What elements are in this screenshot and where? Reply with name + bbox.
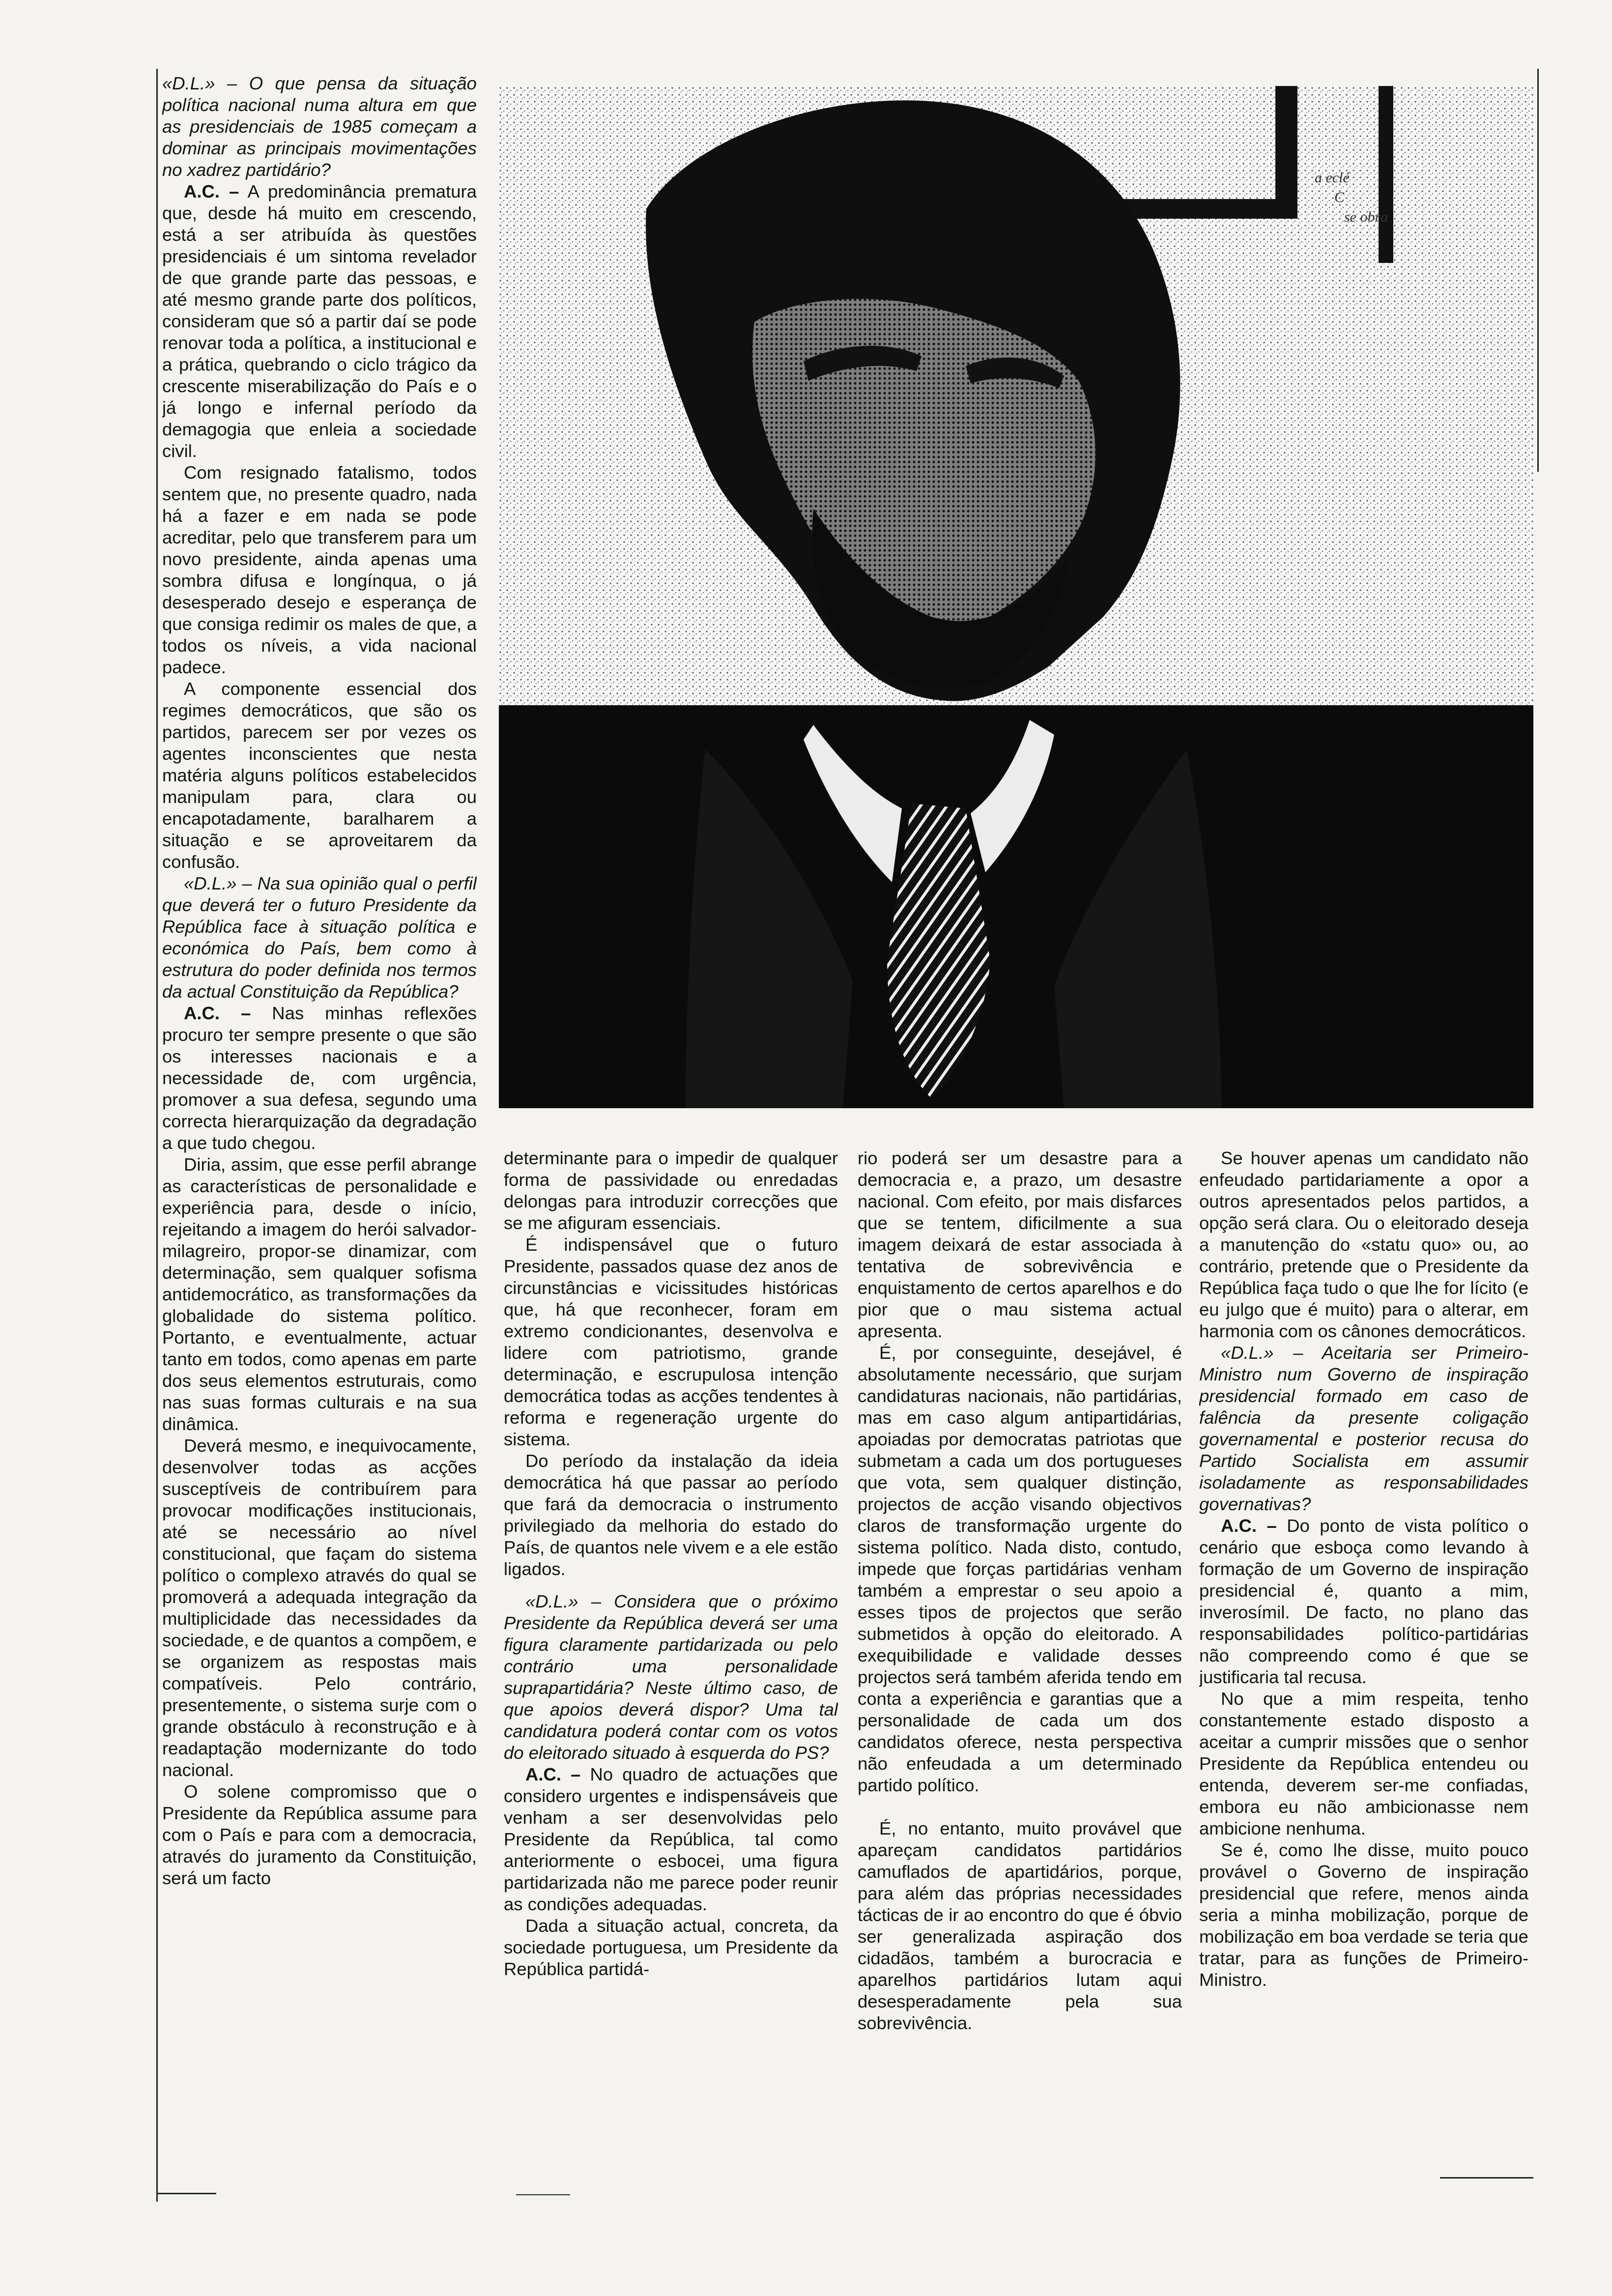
body-paragraph: É, por conseguinte, desejável, é absolutamente necessário, que surjam candidaturas nacionais, não partidárias, mas em caso algum antipartidárias, apoiadas por democratas patriotas que submetam a cada um dos portugueses que vota, sem qualquer distinção, projectos de acção visando objectivos claros de transformação urgente do sistema político. Nada disto, contudo, impede que forças partidárias venham também a emprestar o seu apoio a esses tipos de projectos que serão submetidos à opção do eleitorado. A exequibilidade e validade desses projectos será também aferida tendo em conta a experiência e garantias que a personalidade de cada um dos candidatos oferece, nesta perspectiva não enfeudada a um determinado partido político. — [858, 1343, 1182, 1795]
answer-paragraph — [504, 1764, 838, 1915]
body-paragraph: Se é, como lhe disse, muito pouco provável o Governo de inspiração presidencial que refere, menos ainda seria a minha mobilização, porque de mobilização em boa verdade se teria que tratar, para as funções de Primeiro-Ministro. — [1199, 1840, 1528, 1990]
body-paragraph: rio poderá ser um desastre para a democracia e, a prazo, um desastre nacional. Com efeito, por mais disfarces que se tentem, dificilmente a sua imagem deixará de estar associada à tentativa de sobrevivência e enquistamento de certos aparelhos e do pior que o mau sistema actual apresenta. — [858, 1148, 1182, 1341]
body-paragraph: É indispensável que o futuro Presidente, passados quase dez anos de circunstâncias e vicissitudes históricas que, há que reconhecer, foram em extremo condicionantes, desenvolva e lidere com patriotismo, grande determinação, e escrupulosa intenção democrática todas as acções tendentes à reforma e regeneração urgente do sistema. — [504, 1234, 838, 1449]
body-paragraph: Deverá mesmo, e inequivocamente, desenvolver todas as acções susceptíveis de contribuírem para provocar modificações institucionais, até se necessário ao nível constitucional, que façam do sistema político o complexo através do qual se promoverá a adequada integração da multiplicidade das necessidades da sociedade, e de quantos a compõem, e se organizem as respostas mais compatíveis. Pelo contrário, presentemente, o sistema surje com o grande obstáculo à reconstrução e à readaptação modernizante do todo nacional. — [162, 1435, 477, 1780]
column-rule-right — [1537, 69, 1539, 472]
interview-question: «D.L.» – Na sua opinião qual o perfil que deverá ter o futuro Presidente da República face à situação política e económica do País, bem como à estrutura do poder definida nos termos da actual Constituição da República? — [162, 873, 477, 1002]
answer-text: A predominância prematura que, desde há muito em crescendo, está a ser atribuída às questões presidenciais é um sintoma revelador de que grande parte das pessoas, e até mesmo grande parte dos políticos, consideram que só a partir daí se pode renovar toda a política, a institucional e a prática, quebrando o ciclo trágico da crescente miserabilização do País e o já longo e infernal período da demagogia que enleia a sociedade civil. — [162, 181, 477, 461]
interview-question: «D.L.» – Aceitaria ser Primeiro-Ministro num Governo de inspiração presidencial formado em caso de falência da presente coligação governamental e posterior recusa do Partido Socialista em assumir isoladamente as responsabilidades governativas? — [1199, 1343, 1528, 1514]
background-text: C — [1334, 189, 1345, 205]
interview-question: «D.L.» – Considera que o próximo Presidente da República deverá ser uma figura claramente partidarizada ou pelo contrário uma personalidade suprapartidária? Neste último caso, de que apoios deverá dispor? Uma tal candidatura poderá contar com os votos do eleitorado situado à esquerda do PS? — [504, 1591, 838, 1763]
answer-label: A.C. – — [1221, 1516, 1277, 1536]
body-paragraph: A componente essencial dos regimes democráticos, que são os partidos, parecem ser por vezes os agentes inconscientes que nesta matéria alguns políticos estabelecidos manipulam para, clara ou encapotadamente, baralharem a situação e se aproveitarem da confusão. — [162, 679, 477, 872]
body-paragraph: Com resignado fatalismo, todos sentem que, no presente quadro, nada há a fazer e em nada se pode acreditar, pelo que transferem para um novo presidente, ainda apenas uma sombra difusa e longínqua, o já desesperado desejo e esperança de que consiga redimir os males de que, a todos os níveis, a vida nacional padece. — [162, 462, 477, 677]
answer-label: A.C. – — [525, 1764, 581, 1784]
body-paragraph: Dada a situação actual, concreta, da sociedade portuguesa, um Presidente da República partidá- — [504, 1916, 838, 1979]
article-column-1 — [162, 73, 477, 2196]
body-paragraph: Diria, assim, que esse perfil abrange as características de personalidade e experiência para, desde o início, rejeitando a imagem do herói salvador-milagreiro, propor-se dinamizar, com determinação, sem qualquer sofisma antidemocrático, as transformações da globalidade do sistema político. Portanto, e eventualmente, actuar tanto em todos, como apenas em parte dos seus elementos estruturais, como nas suas formas culturais e na sua dinâmica. — [162, 1154, 477, 1434]
background-text: a eclé — [1315, 170, 1350, 186]
body-paragraph: determinante para o impedir de qualquer forma de passividade ou enredadas delongas para introduzir correcções que se me afiguram essenciais. — [504, 1148, 838, 1233]
answer-label: A.C. – — [184, 1003, 251, 1023]
portrait-photo — [499, 86, 1533, 1108]
body-paragraph: No que a mim respeita, tenho constantemente estado disposto a aceitar a cumprir missões que o senhor Presidente da República entendeu ou entenda, deverem ser-me confiadas, embora eu não ambicionasse nem ambicione nenhuma. — [1199, 1689, 1528, 1838]
body-paragraph: O solene compromisso que o Presidente da República assume para com o País e para com a democracia, através do juramento da Constituição, será um facto — [162, 1781, 477, 1888]
answer-paragraph — [162, 1003, 477, 1154]
answer-label: A.C. – — [184, 181, 239, 201]
answer-paragraph — [162, 181, 477, 462]
answer-text: Nas minhas reflexões procuro ter sempre presente o que são os interesses nacionais e a necessidade de, com urgência, promover a sua defesa, segundo uma correcta hierarquização da degradação a que tudo chegou. — [162, 1003, 477, 1153]
body-paragraph: Se houver apenas um candidato não enfeudado partidariamente a opor a outros apresentados pelos partidos, a opção será clara. Ou o eleitorado deseja a manutenção do «statu quo» ou, ao contrário, pretende que o Presidente da República faça tudo o que lhe for lícito (e eu julgo que é muito) para o alterar, em harmonia com os cânones democráticos. — [1199, 1148, 1528, 1341]
body-paragraph: É, no entanto, muito provável que apareçam candidatos partidários camuflados de apartidários, porque, para além das próprias necessidades tácticas de ir ao encontro do que é óbvio ser generalizada aspiração dos cidadãos, também a burocracia e aparelhos partidários lutam aqui desesperadamente pela sua sobrevivência. — [858, 1818, 1182, 2033]
portrait-image — [499, 86, 1533, 1108]
background-text: se obra — [1344, 209, 1388, 225]
article-column-4 — [1199, 1148, 1528, 2194]
article-column-3 — [858, 1148, 1182, 2194]
column-rule-left — [156, 69, 158, 2202]
answer-text: No quadro de actuações que considero urgentes e indispensáveis que venham a ser desenvolvidas pelo Presidente da República, tal como anteriormente o esbocei, uma figura partidarizada não me parece poder reunir as condições adequadas. — [504, 1764, 838, 1914]
answer-paragraph — [1199, 1515, 1528, 1688]
interview-question: «D.L.» – O que pensa da situação política nacional numa altura em que as presidenciais de 1985 começam a dominar as principais movimentações no xadrez partidário? — [162, 73, 477, 180]
article-column-2 — [504, 1148, 838, 2194]
bottom-rule-mid — [516, 2194, 570, 2195]
body-paragraph: Do período da instalação da ideia democrática há que passar ao período que fará da democracia o instrumento privilegiado da melhoria do estado do País, de quantos nele vivem e a ele estão ligados. — [504, 1451, 838, 1579]
answer-text: Do ponto de vista político o cenário que esboça como levando à formação de um Governo de inspiração presidencial é, quanto a mim, inverosímil. De facto, no plano das responsabilidades político-partidárias não compreendo como é que se justificaria tal recusa. — [1199, 1516, 1528, 1687]
